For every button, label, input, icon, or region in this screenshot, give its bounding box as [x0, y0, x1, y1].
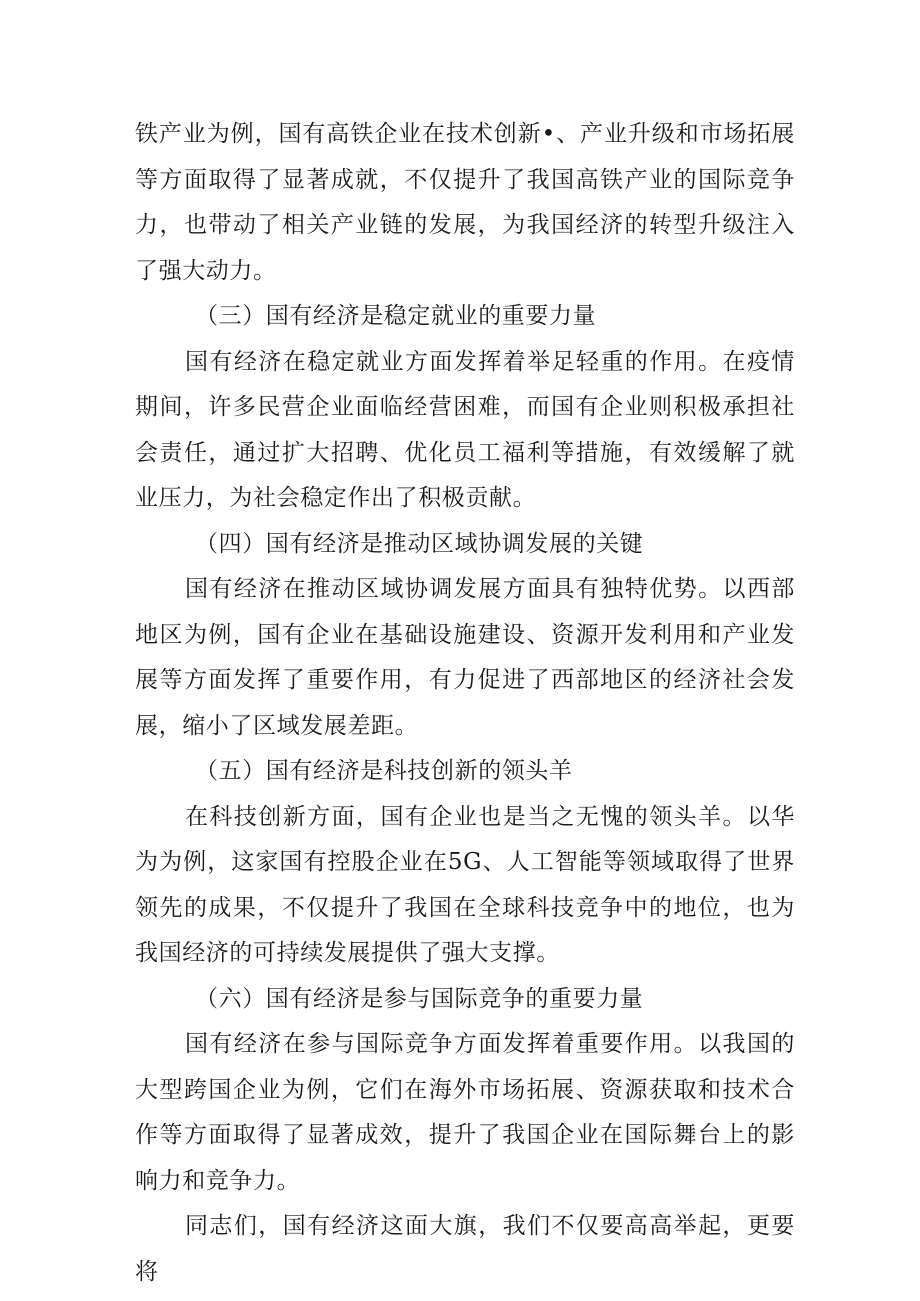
- paragraph-tech-innovation: 在科技创新方面，国有企业也是当之无愧的领头羊。以华为为例，这家国有控股企业在5G、人工智能等领域取得了世界领先的成果，不仅提升了我国在全球科技竞争中的地位，也为我国经济的可持续发展提供了强大支撑。: [135, 803, 795, 966]
- document-body: [135, 112, 795, 1295]
- section-heading-5: （五）国有经济是科技创新的领头羊: [195, 758, 573, 784]
- section-heading-4: （四）国有经济是推动区域协调发展的关键: [195, 530, 644, 557]
- paragraph-international-competition: 国有经济在参与国际竞争方面发挥着重要作用。以我国的大型跨国企业为例，它们在海外市场拓展、资源获取和技术合作等方面取得了显著成效，提升了我国企业在国际舞台上的影响力和竞争力。: [135, 1031, 795, 1194]
- section-heading-6: （六）国有经济是参与国际竞争的重要力量: [195, 985, 644, 1012]
- section-heading-3: （三）国有经济是稳定就业的重要力量: [195, 303, 597, 329]
- paragraph-employment: 国有经济在稳定就业方面发挥着举足轻重的作用。在疫情期间，许多民营企业面临经营困难，而国有企业则积极承担社会责任，通过扩大招聘、优化员工福利等措施，有效缓解了就业压力，为社会稳定作出了积极贡献。: [135, 348, 795, 511]
- paragraph-high-speed-rail: 铁产业为例，国有高铁企业在技术创新•、产业升级和市场拓展等方面取得了显著成就，不仅提升了我国高铁产业的国际竞争力，也带动了相关产业链的发展，为我国经济的转型升级注入了强大动力。: [135, 121, 795, 284]
- paragraph-regional-development: 国有经济在推动区域协调发展方面具有独特优势。以西部地区为例，国有企业在基础设施建设、资源开发利用和产业发展等方面发挥了重要作用，有力促进了西部地区的经济社会发展，缩小了区域发展差距。: [135, 576, 795, 739]
- paragraph-closing: 同志们，国有经济这面大旗，我们不仅要高高举起，更要将: [135, 1213, 795, 1285]
